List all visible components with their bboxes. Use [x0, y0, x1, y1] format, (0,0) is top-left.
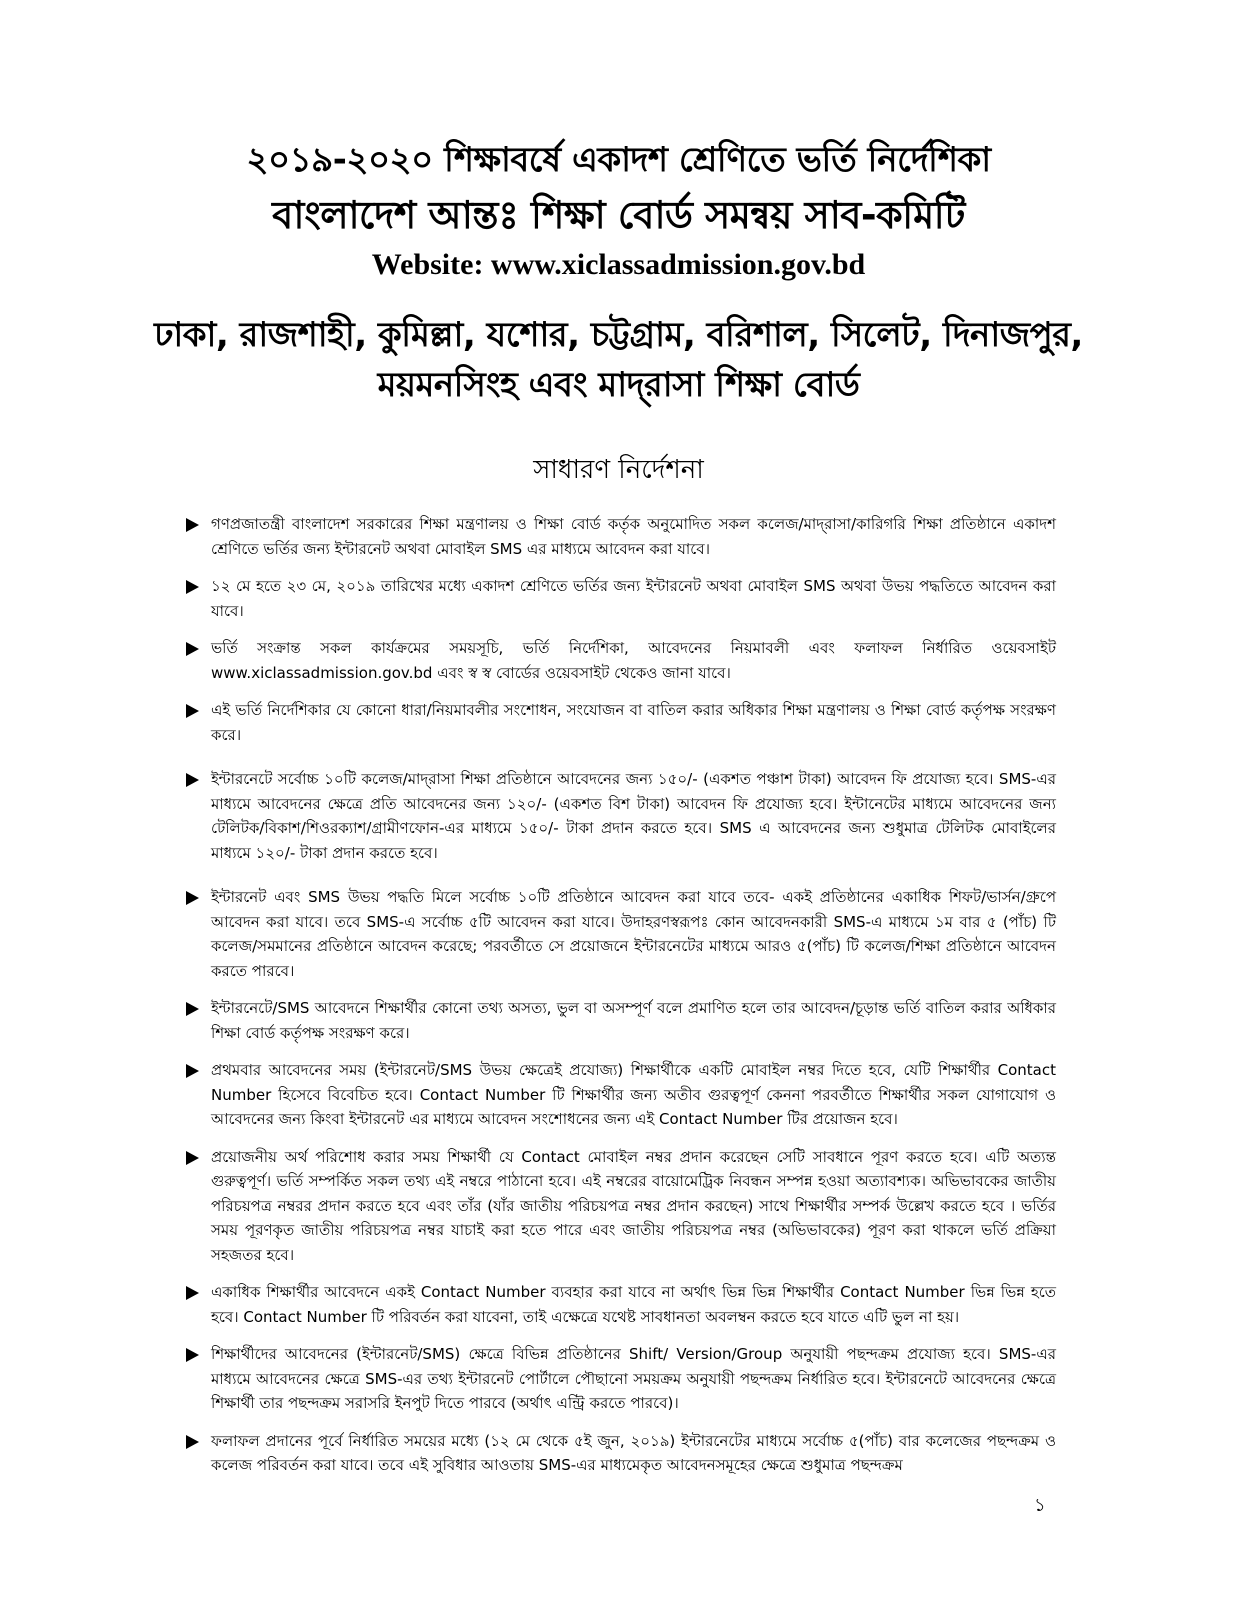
instruction-item	[186, 1145, 1056, 1268]
instruction-item	[186, 698, 1056, 747]
instruction-text: ইন্টারনেটে সর্বোচ্চ ১০টি কলেজ/মাদ্‌রাসা শিক্ষা প্রতিষ্ঠানে আবেদনের জন্য ১৫০/- (একশত পঞ্চাশ টাকা) আবেদন ফি প্রযোজ্য হবে। SMS-এর মাধ্যমে আবেদনের ক্ষেত্রে প্রতি আবেদনের জন্য ১২০/- (একশত বিশ টাকা) আবেদন ফি প্রযোজ্য হবে। ইন্টানেটের মাধ্যমে আবেদনের জন্য টেলিটক/বিকাশ/শিওরক্যাশ/গ্রামীণফোন-এর মাধ্যমে ১৫০/- টাকা প্রদান করতে হবে। SMS এ আবেদনের জন্য শুধুমাত্র টেলিটক মোবাইলের মাধ্যমে ১২০/- টাকা প্রদান করতে হবে।	[211, 770, 1056, 862]
triangle-bullet-icon	[186, 1286, 199, 1300]
instruction-item	[186, 1429, 1056, 1478]
triangle-bullet-icon	[186, 518, 199, 532]
instruction-item	[186, 767, 1056, 865]
instruction-item	[186, 885, 1056, 983]
instruction-item	[186, 1280, 1056, 1329]
instruction-item	[186, 996, 1056, 1045]
instruction-text: প্রয়োজনীয় অর্থ পরিশোধ করার সময় শিক্ষার্থী যে Contact মোবাইল নম্বর প্রদান করেছেন সেটি সাবধানে পূরণ করতে হবে। এটি অত্যন্ত গুরুত্বপূর্ণ। ভর্তি সম্পর্কিত সকল তথ্য এই নম্বরে পাঠানো হবে। এই নম্বরের বায়োমেট্রিক নিবন্ধন সম্পন্ন হওয়া অত্যাবশ্যক। অভিভাবকের জাতীয় পরিচয়পত্র নম্বরর প্রদান করতে হবে এবং তাঁর (যাঁর জাতীয় পরিচয়পত্র নম্বর প্রদান করছেন) সাথে শিক্ষার্থীর সম্পর্ক উল্লেখ করতে হবে । ভর্তির সময় পূরণকৃত জাতীয় পরিচয়পত্র নম্বর যাচাই করা হতে পারে এবং জাতীয় পরিচয়পত্র নম্বর (অভিভাবকের) পূরণ করা থাকলে ভর্তি প্রক্রিয়া সহজতর হবে।	[211, 1147, 1056, 1264]
instruction-item	[186, 574, 1056, 623]
instruction-text: ইন্টারনেট এবং SMS উভয় পদ্ধতি মিলে সর্বোচ্চ ১০টি প্রতিষ্ঠানে আবেদন করা যাবে তবে- একই প্রতিষ্ঠানের একাধিক শিফট/ভার্সন/গ্রুপে আবেদন করা যাবে। তবে SMS-এ সর্বোচ্চ ৫টি আবেদন করা যাবে। উদাহরণস্বরূপঃ কোন আবেদনকারী SMS-এ মাধ্যমে ১ম বার ৫ (পাঁচ) টি কলেজ/সমমানের প্রতিষ্ঠানে আবেদন করেছে; পরবর্তীতে সে প্রয়োজনে ইন্টারনেটের মাধ্যমে আরও ৫(পাঁচ) টি কলেজ/শিক্ষা প্রতিষ্ঠানে আবেদন করতে পারবে।	[211, 888, 1056, 980]
triangle-bullet-icon	[186, 891, 199, 905]
triangle-bullet-icon	[186, 642, 199, 656]
instruction-text: ইন্টারনেটে/SMS আবেদনে শিক্ষার্থীর কোনো তথ্য অসত্য, ভুল বা অসম্পূর্ণ বলে প্রমাণিত হলে তার আবেদন/চূড়ান্ত ভর্তি বাতিল করার অধিকার শিক্ষা বোর্ড কর্তৃপক্ষ সংরক্ষণ করে।	[211, 999, 1056, 1042]
instruction-text: একাধিক শিক্ষার্থীর আবেদনে একই Contact Number ব্যবহার করা যাবে না অর্থাৎ ভিন্ন ভিন্ন শিক্ষার্থীর Contact Number ভিন্ন ভিন্ন হতে হবে। Contact Number টি পরিবর্তন করা যাবেনা, তাই এক্ষেত্রে যথেষ্ট সাবধানতা অবলম্বন করতে হবে যাতে এটি ভুল না হয়।	[211, 1283, 1056, 1326]
instruction-item	[186, 1058, 1056, 1132]
instruction-text: শিক্ষার্থীদের আবেদনের (ইন্টারনেট/SMS) ক্ষেত্রে বিভিন্ন প্রতিষ্ঠানের Shift/ Version/Group অনুযায়ী পছন্দক্রম প্রযোজ্য হবে। SMS-এর মাধ্যমে আবেদনের ক্ষেত্রে SMS-এর তথ্য ইন্টারনেট পোর্টালে পৌছানো সময়ক্রম অনুযায়ী পছন্দক্রম নির্ধারিত হবে। ইন্টারনেটে আবেদনের ক্ষেত্রে শিক্ষার্থী তার পছন্দক্রম সরাসরি ইনপুট দিতে পারবে (অর্থাৎ এন্ট্রি করতে পারবে)।	[211, 1345, 1056, 1412]
instruction-text: গণপ্রজাতন্ত্রী বাংলাদেশ সরকারের শিক্ষা মন্ত্রণালয় ও শিক্ষা বোর্ড কর্তৃক অনুমোদিত সকল কলেজ/মাদ্‌রাসা/কারিগরি শিক্ষা প্রতিষ্ঠানে একাদশ শ্রেণিতে ভর্তির জন্য ইন্টারনেট অথবা মোবাইল SMS এর মাধ্যমে আবেদন করা যাবে।	[211, 515, 1056, 558]
triangle-bullet-icon	[186, 773, 199, 787]
education-boards-list: ঢাকা, রাজশাহী, কুমিল্লা, যশোর, চট্টগ্রাম, বরিশাল, সিলেট, দিনাজপুর, ময়মনসিংহ এবং মাদ্‌রাসা শিক্ষা বোর্ড	[154, 315, 1083, 405]
instruction-item	[186, 1342, 1056, 1416]
triangle-bullet-icon	[186, 1064, 199, 1078]
document-title: ২০১৯-২০২০ শিক্ষাবর্ষে একাদশ শ্রেণিতে ভর্তি নির্দেশিকা	[246, 140, 991, 180]
instructions-list	[186, 512, 1056, 1491]
instruction-text: ১২ মে হতে ২৩ মে, ২০১৯ তারিখের মধ্যে একাদশ শ্রেণিতে ভর্তির জন্য ইন্টারনেট অথবা মোবাইল SMS অথবা উভয় পদ্ধতিতে আবেদন করা যাবে।	[211, 577, 1056, 620]
page-number: ১	[1034, 1495, 1046, 1516]
instruction-text: ভর্তি সংক্রান্ত সকল কার্যক্রমের সময়সূচি, ভর্তি নির্দেশিকা, আবেদনের নিয়মাবলী এবং ফলাফল নির্ধারিত ওয়েবসাইট www.xiclassadmission.gov.bd এবং স্ব স্ব বোর্ডের ওয়েবসাইট থেকেও জানা যাবে।	[211, 639, 1056, 682]
instruction-text: ফলাফল প্রদানের পূর্বে নির্ধারিত সময়ের মধ্যে (১২ মে থেকে ৫ই জুন, ২০১৯) ইন্টারনেটের মাধ্যমে সর্বোচ্চ ৫(পাঁচ) বার কলেজের পছন্দক্রম ও কলেজ পরিবর্তন করা যাবে। তবে এই সুবিধার আওতায় SMS-এর মাধ্যমেকৃত আবেদনসমূহের ক্ষেত্রে শুধুমাত্র পছন্দক্রম	[211, 1431, 1056, 1474]
triangle-bullet-icon	[186, 704, 199, 718]
instruction-text: এই ভর্তি নির্দেশিকার যে কোনো ধারা/নিয়মাবলীর সংশোধন, সংযোজন বা বাতিল করার অধিকার শিক্ষা মন্ত্রণালয় ও শিক্ষা বোর্ড কর্তৃপক্ষ সংরক্ষণ করে।	[211, 701, 1056, 744]
triangle-bullet-icon	[186, 1435, 199, 1449]
triangle-bullet-icon	[186, 580, 199, 594]
committee-title: বাংলাদেশ আন্তঃ শিক্ষা বোর্ড সমন্বয় সাব-কমিটি	[272, 193, 965, 237]
triangle-bullet-icon	[186, 1348, 199, 1362]
section-heading-general-instructions: সাধারণ নির্দেশনা	[533, 455, 704, 485]
website-line: Website: www.xiclassadmission.gov.bd	[371, 248, 866, 281]
triangle-bullet-icon	[186, 1151, 199, 1165]
triangle-bullet-icon	[186, 1002, 199, 1016]
instruction-text: প্রথমবার আবেদনের সময় (ইন্টারনেট/SMS উভয় ক্ষেত্রেই প্রযোজ্য) শিক্ষার্থীকে একটি মোবাইল নম্বর দিতে হবে, যেটি শিক্ষার্থীর Contact Number হিসেবে বিবেচিত হবে। Contact Number টি শিক্ষার্থীর জন্য অতীব গুরত্বপূর্ণ কেননা পরবর্তীতে শিক্ষার্থীর সকল যোগাযোগ ও আবেদনের জন্য কিংবা ইন্টারনেট এর মাধ্যমে আবেদন সংশোধনের জন্য এই Contact Number টির প্রয়োজন হবে।	[211, 1061, 1056, 1128]
instruction-item	[186, 636, 1056, 685]
instruction-item	[186, 512, 1056, 561]
